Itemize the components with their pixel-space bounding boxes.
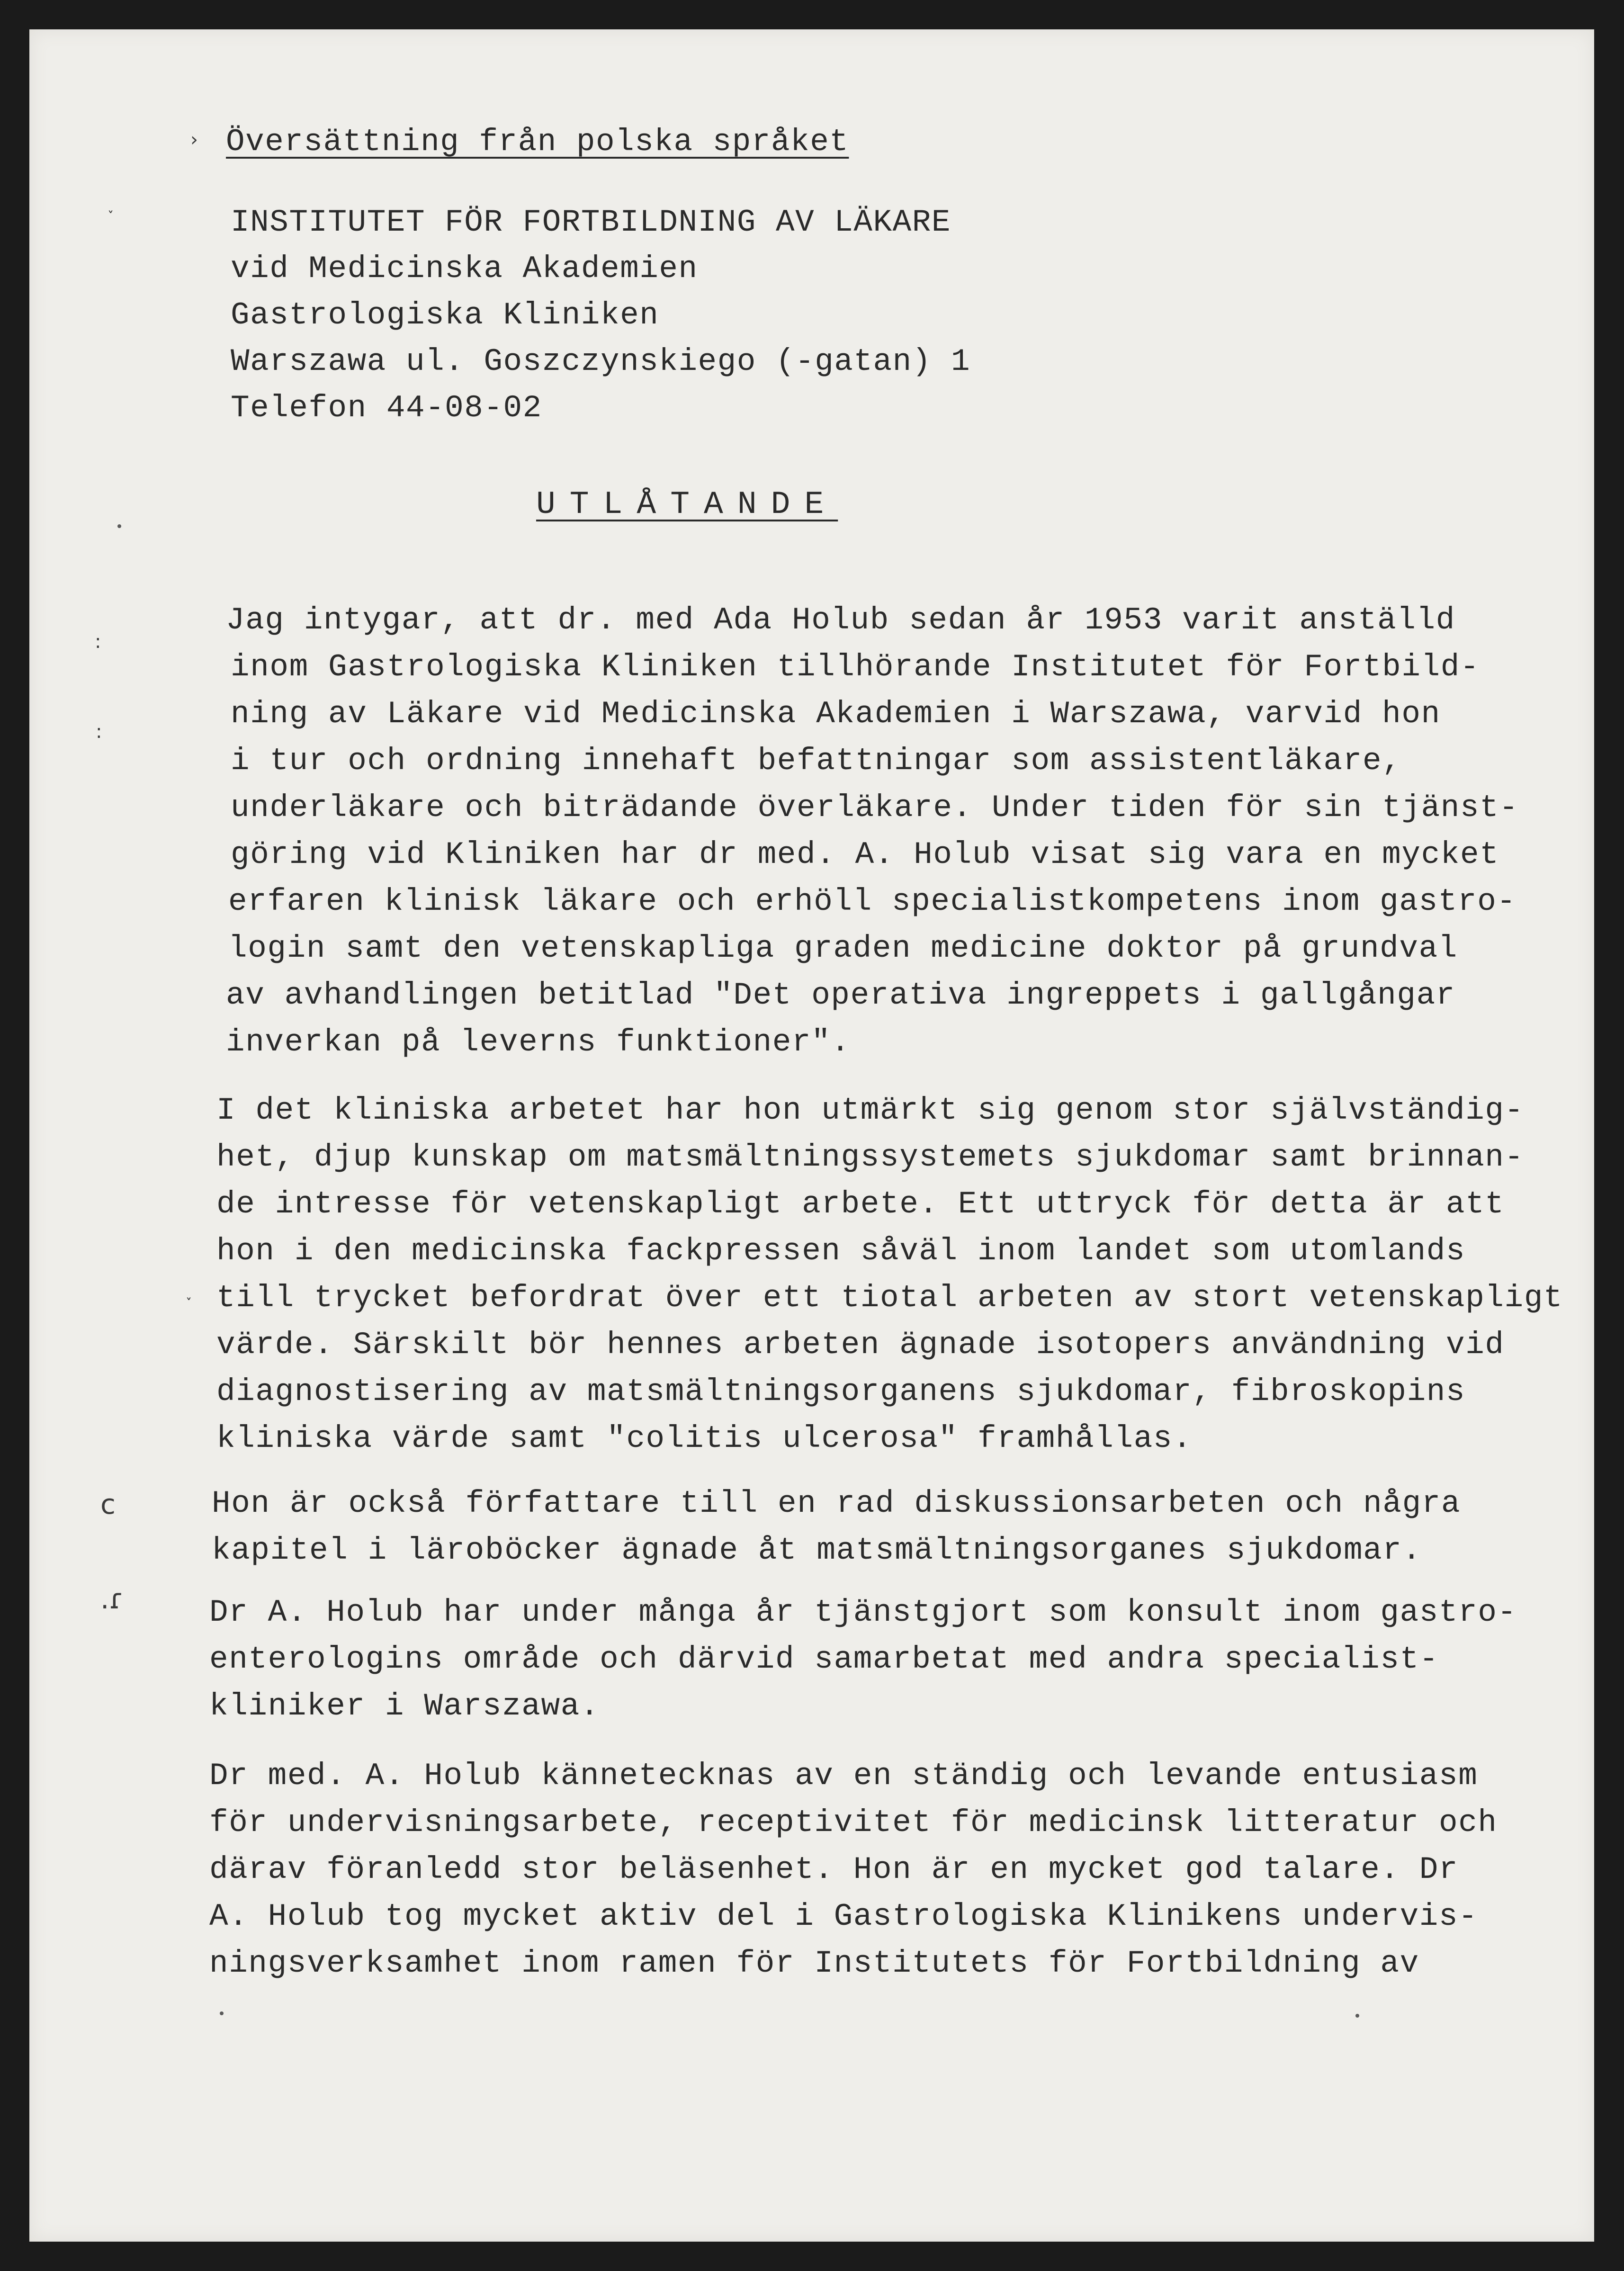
margin-mark: ˯ (108, 193, 114, 215)
paragraph-1-line: Jag intygar, att dr. med Ada Holub sedan år 1953 varit anställd (226, 602, 1456, 638)
paragraph-2-line: de intresse för vetenskapligt arbete. Ett uttryck för detta är att (216, 1186, 1505, 1222)
margin-mark: c (100, 1488, 116, 1520)
paragraph-2-line: I det kliniska arbetet har hon utmärkt sig genom stor självständig- (216, 1093, 1524, 1128)
institution-address: Warszawa ul. Goszczynskiego (-gatan) 1 (231, 344, 971, 379)
paragraph-5-line: för undervisningsarbete, receptivitet för medicinsk litteratur och (209, 1805, 1498, 1840)
paragraph-4-line: kliniker i Warszawa. (209, 1688, 600, 1724)
paragraph-4-line: Dr A. Holub har under många år tjänstgjort som konsult inom gastro- (209, 1595, 1517, 1630)
paragraph-3-line: Hon är också författare till en rad diskussionsarbeten och några (212, 1486, 1461, 1521)
paragraph-1-line: inverkan på leverns funktioner". (226, 1024, 851, 1060)
margin-dot (220, 2011, 224, 2015)
paragraph-1-line: ning av Läkare vid Medicinska Akademien i Warszawa, varvid hon (231, 696, 1441, 732)
paragraph-2-line: kliniska värde samt "colitis ulcerosa" framhållas. (216, 1421, 1193, 1456)
paragraph-2-line: till trycket befordrat över ett tiotal arbeten av stort vetenskapligt (216, 1280, 1563, 1316)
institution-academy: vid Medicinska Akademien (231, 251, 698, 287)
margin-dot (1355, 2014, 1359, 2018)
paragraph-2-line: hon i den medicinska fackpressen såväl inom landet som utomlands (216, 1233, 1466, 1269)
paragraph-5-line: A. Holub tog mycket aktiv del i Gastrologiska Klinikens undervis- (209, 1899, 1478, 1934)
paragraph-1-line: inom Gastrologiska Kliniken tillhörande Institutet för Fortbild- (231, 649, 1480, 685)
document-page (29, 29, 1594, 2242)
margin-dot (117, 524, 121, 528)
paragraph-1-line: login samt den vetenskapliga graden medicine doktor på grundval (228, 931, 1458, 966)
margin-mark: : (96, 721, 102, 743)
paragraph-2-line: värde. Särskilt bör hennes arbeten ägnade isotopers användning vid (216, 1327, 1505, 1363)
margin-mark: › (190, 129, 198, 151)
paragraph-5-line: Dr med. A. Holub kännetecknas av en ständig och levande entusiasm (209, 1758, 1478, 1794)
paragraph-5-line: ningsverksamhet inom ramen för Institutets för Fortbildning av (209, 1946, 1419, 1981)
paragraph-1-line: erfaren klinisk läkare och erhöll specialistkompetens inom gastro- (228, 884, 1516, 919)
institution-phone: Telefon 44-08-02 (231, 390, 542, 426)
paragraph-1-line: av avhandlingen betitlad "Det operativa ingreppets i gallgångar (226, 978, 1456, 1013)
paragraph-2-line: het, djup kunskap om matsmältningssystemets sjukdomar samt brinnan- (216, 1140, 1524, 1175)
institution-clinic: Gastrologiska Kliniken (231, 297, 659, 333)
institution-name: INSTITUTET FÖR FORTBILDNING AV LÄKARE (231, 205, 951, 240)
paragraph-5-line: därav föranledd stor beläsenhet. Hon är en mycket god talare. Dr (209, 1852, 1459, 1887)
paragraph-2-line: diagnostisering av matsmältningsorganens sjukdomar, fibroskopins (216, 1374, 1466, 1409)
margin-mark: .ɾ (100, 1583, 124, 1615)
translation-note: Översättning från polska språket (226, 124, 849, 160)
paragraph-1-line: underläkare och biträdande överläkare. Under tiden för sin tjänst- (231, 790, 1519, 826)
paragraph-3-line: kapitel i läroböcker ägnade åt matsmältningsorganes sjukdomar. (212, 1533, 1422, 1568)
margin-mark: ˯ (186, 1280, 192, 1302)
margin-mark: : (95, 631, 101, 653)
paragraph-4-line: enterologins område och därvid samarbetat med andra specialist- (209, 1642, 1439, 1677)
paragraph-1-line: i tur och ordning innehaft befattningar som assistentläkare, (231, 743, 1402, 779)
document-title: UTLÅTANDE (536, 486, 838, 523)
paragraph-1-line: göring vid Kliniken har dr med. A. Holub visat sig vara en mycket (231, 837, 1499, 872)
